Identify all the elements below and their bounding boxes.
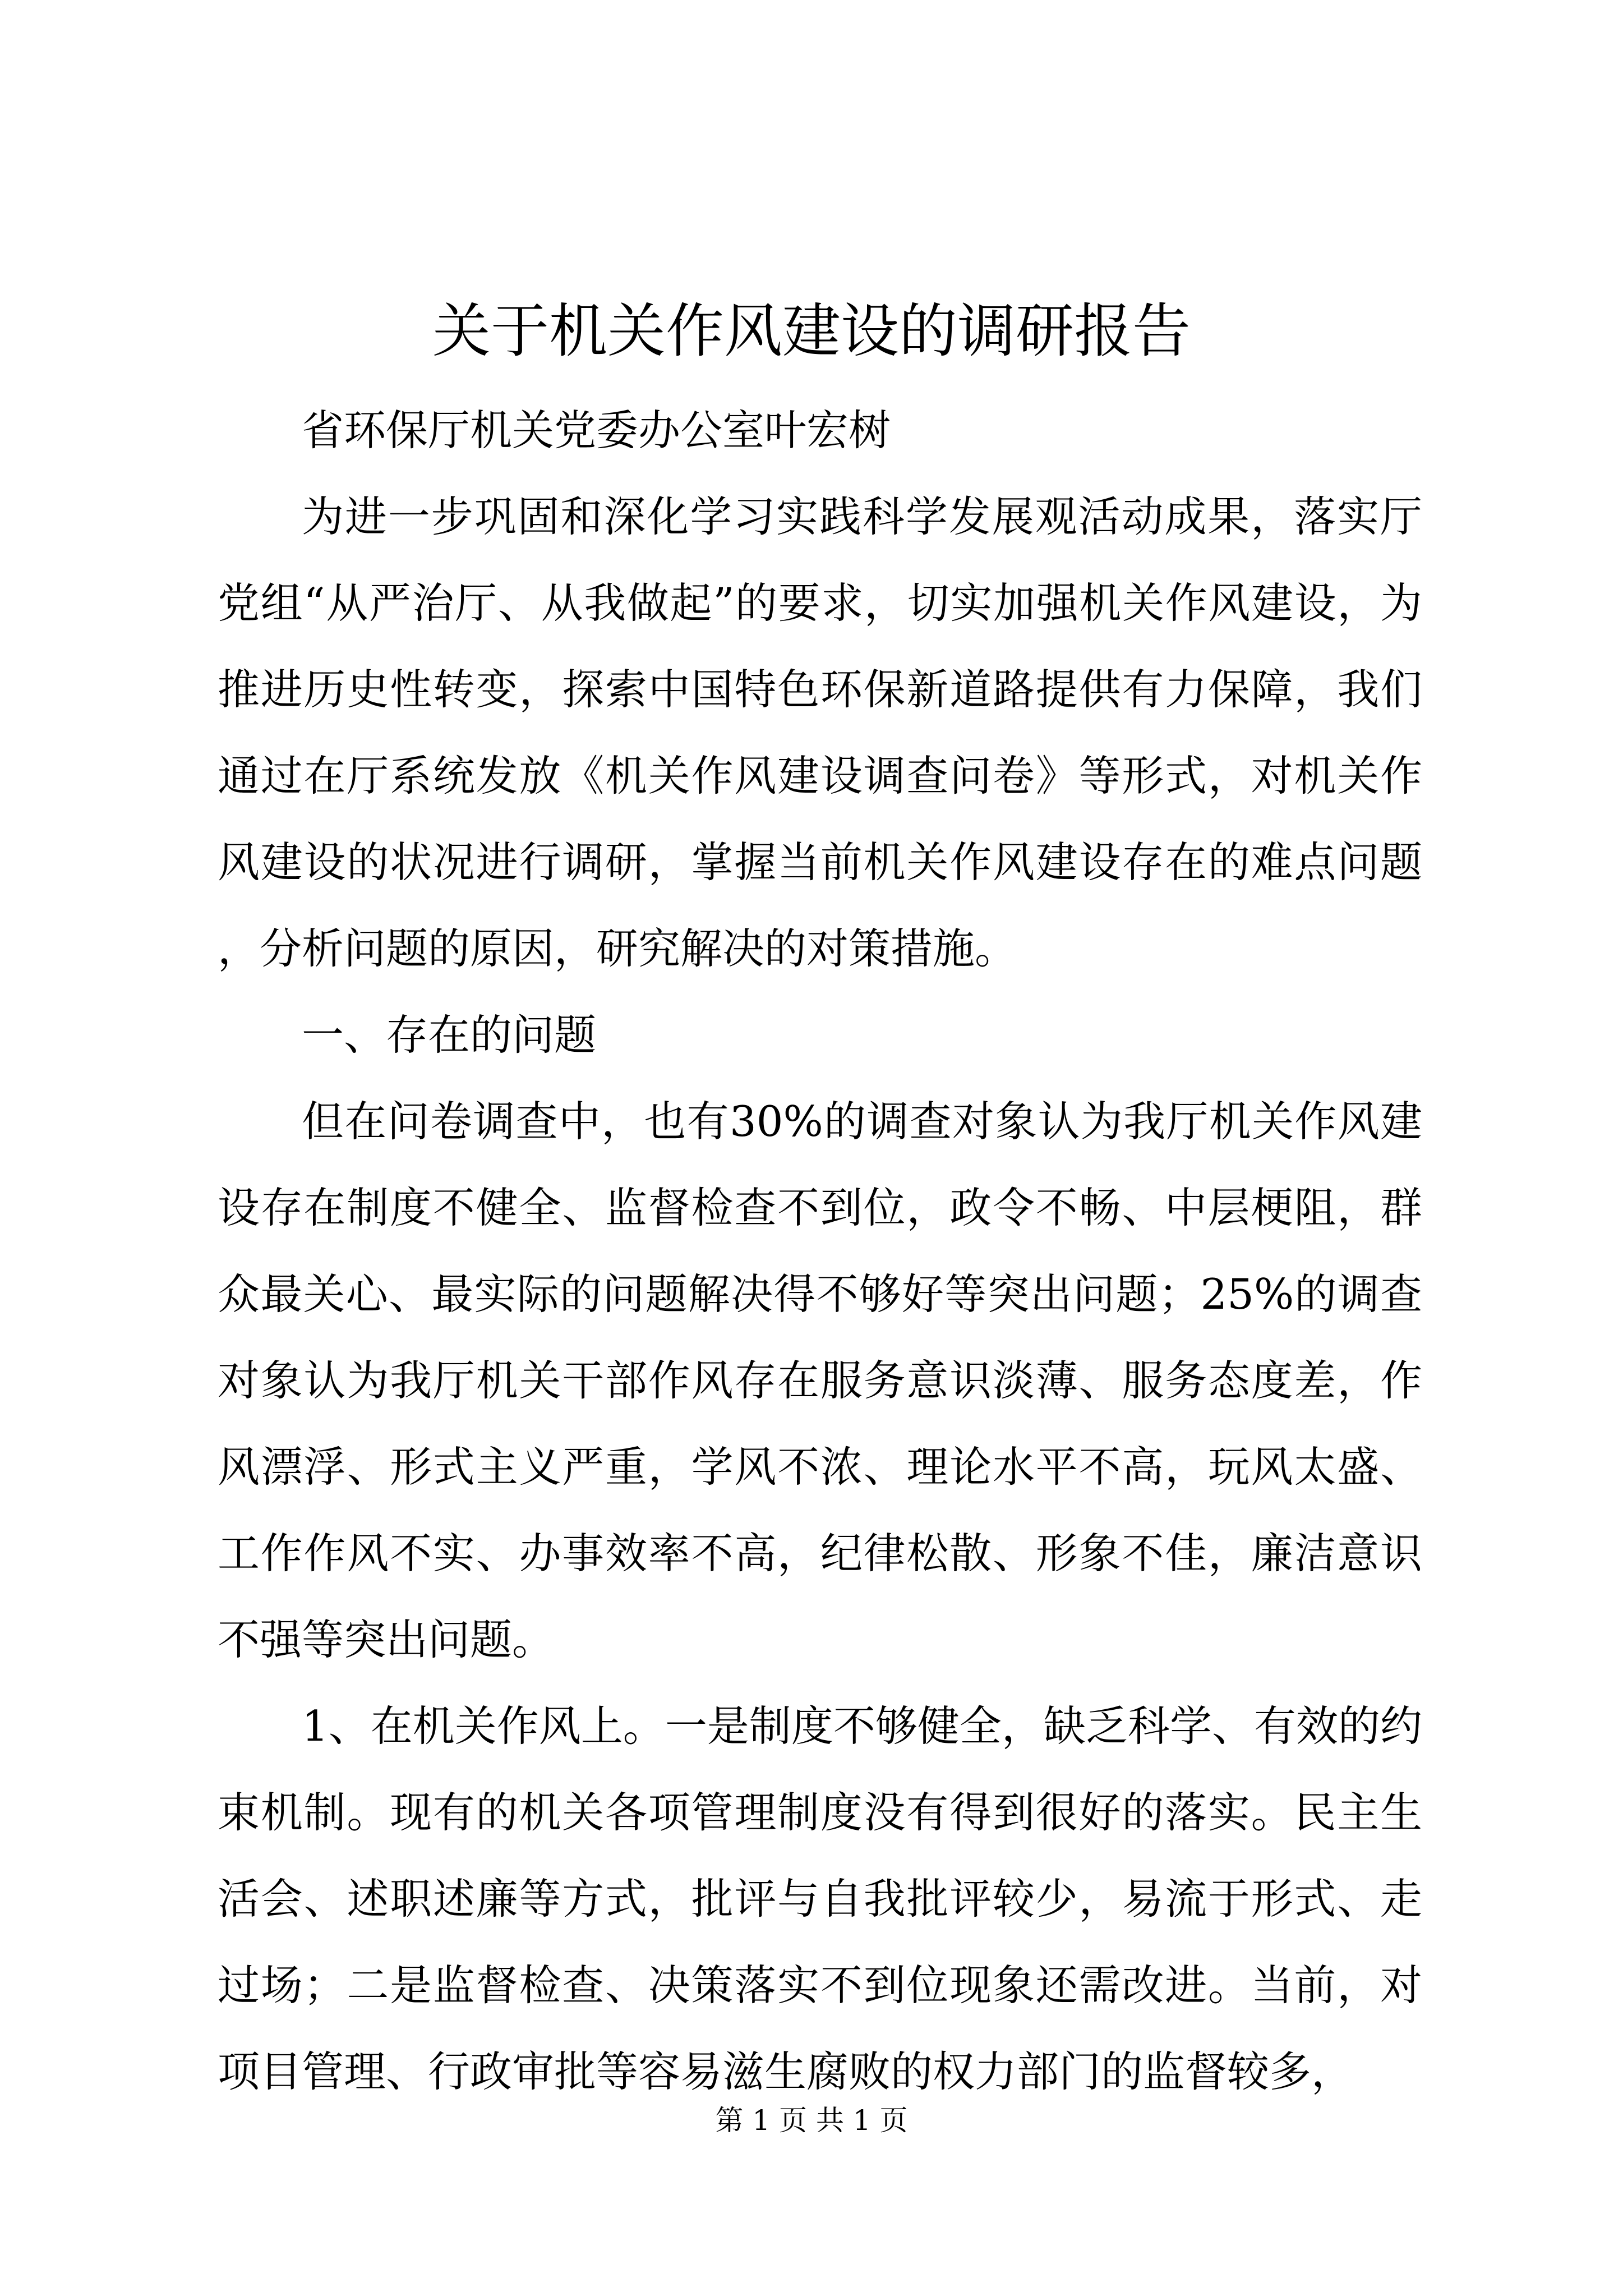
document-title: 关于机关作风建设的调研报告 bbox=[432, 297, 1191, 365]
document-body bbox=[218, 387, 1422, 2115]
survey-paragraph: 但在问卷调查中，也有30%的调查对象认为我厅机关作风建设存在制度不健全、监督检查不到位，政令不畅、中层梗阻，群众最关心、最实际的问题解决得不够好等突出问题；25%的调查对象认为我厅机关干部作风存在服务意识淡薄、服务态度差，作风漂浮、形式主义严重，学风不浓、理论水平不高，玩风太盛、工作作风不实、办事效率不高，纪律松散、形象不佳，廉洁意识不强等突出问题。 bbox=[218, 1097, 1422, 1664]
section-heading: 一、存在的问题 bbox=[302, 1010, 597, 1060]
intro-paragraph: 为进一步巩固和深化学习实践科学发展观活动成果，落实厅党组“从严治厅、从我做起”的要求，切实加强机关作风建设，为推进历史性转变，探索中国特色环保新道路提供有力保障，我们通过在厅系统发放《机关作风建设调查问卷》等形式，对机关作风建设的状况进行调研，掌握当前机关作风建设存在的难点问题，分析问题的原因，研究解决的对策措施。 bbox=[218, 492, 1422, 973]
page-footer: 第 1 页 共 1 页 bbox=[715, 2104, 908, 2137]
style-paragraph: 1、在机关作风上。一是制度不够健全，缺乏科学、有效的约束机制。现有的机关各项管理制度没有得到很好的落实。民主生活会、述职述廉等方式，批评与自我批评较少，易流于形式、走过场；二是监督检查、决策落实不到位现象还需改进。当前，对项目管理、行政审批等容易滋生腐败的权力部门的监督较多， bbox=[218, 1701, 1422, 2096]
author-line: 省环保厅机关党委办公室叶宏树 bbox=[302, 406, 891, 455]
